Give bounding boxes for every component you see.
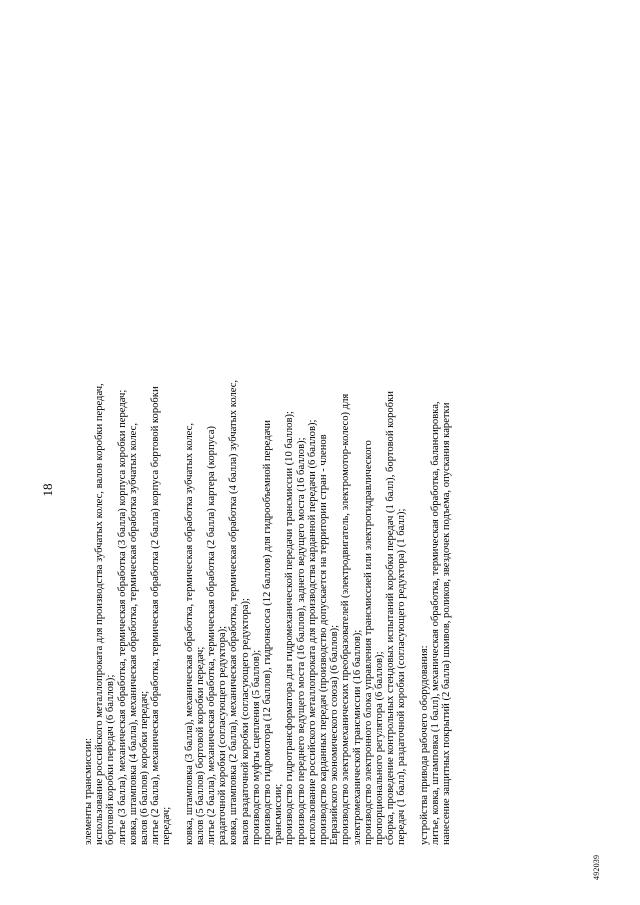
text-line: электромеханической трансмиссии (16 баллов); — [351, 629, 363, 845]
text-line: ковка, штамповка (2 балла), механическая обработка, термическая обработка (4 балла) зубчатых колес, — [228, 379, 240, 845]
text-line: раздаточной коробки (согласующего редуктора); — [217, 625, 229, 845]
text-line: сборка, проведение контрольных стендовых испытаний коробки передач (1 балл), бортовой коробки — [385, 391, 397, 845]
text-line: трансмиссии; — [273, 783, 285, 845]
paragraph-gap — [408, 65, 419, 845]
text-line: производство гидротрансформатора для гидромеханической передачи трансмиссии (10 баллов); — [284, 411, 296, 845]
text-line: литье (2 балла), механическая обработка, термическая обработка (2 балла) корпуса бортовой коробки — [150, 386, 162, 845]
text-line: Евразийского экономического союза) (6 баллов); — [329, 624, 341, 845]
text-line: элементы трансмиссии: — [83, 737, 94, 845]
text-line: передач; — [161, 806, 173, 845]
text-line: производство карданных передач (производство допускается на территории стран - членов — [318, 434, 330, 845]
paragraph-gap — [173, 65, 184, 845]
text-line: ковка, штамповка (4 балла), механическая обработка, термическая обработка зубчатых колес, — [127, 423, 139, 845]
text-line: передач (1 балл), раздаточной коробки (согласующего редуктора) (1 балл); — [396, 508, 408, 845]
text-line: производство гидромотора (12 баллов), гидронасоса (12 баллов) для гидрообъемной передачи — [262, 420, 274, 845]
rotated-content — [40, 40, 600, 880]
text-line: производство переднего ведущего моста (16 баллов), заднего ведущего моста (16 баллов); — [295, 437, 307, 845]
text-line: использование российского металлопроката для производства карданной передачи (6 баллов); — [306, 419, 318, 845]
text-line: валов (6 баллов) коробки передач; — [139, 690, 151, 845]
text-line: валов (5 баллов) бортовой коробки передач; — [194, 646, 206, 845]
text-line: бортовой коробки передач (6 баллов); — [105, 674, 117, 845]
text-line: устройства привода рабочего оборудования: — [418, 645, 430, 845]
text-line: литье (2 балла), механическая обработка, термическая обработка (2 балла) картера (корпуса) — [206, 426, 218, 845]
document-code: 492039 — [592, 854, 601, 880]
page-number: 18 — [40, 483, 55, 497]
text-line: валов раздаточной коробки (согласующего редуктора); — [239, 598, 251, 845]
document-body — [83, 65, 452, 845]
text-line: литье, ковка, штамповка (1 балл), механическая обработка, термическая обработка, балансировка, — [429, 401, 441, 845]
text-line: производство электронного блока управления трансмиссией или электрогидравлического — [362, 440, 374, 845]
text-line: литье (3 балла), механическая обработка, термическая обработка (3 балла) корпуса коробки передач; — [116, 389, 128, 845]
text-line: производство муфты сцепления (5 баллов); — [250, 649, 262, 845]
text-line: использование российского металлопроката для производства зубчатых колес, валов коробки передач, — [94, 383, 106, 845]
text-line: производство электромеханических преобразователей (электродвигатель, электромотор-колесо) для — [340, 393, 352, 845]
text-line: нанесение защитных покрытий (2 балла) шкивов, роликов, звездочек подъема, опускания каретки — [441, 402, 453, 845]
text-line: пропорционального регулятора (6 баллов); — [374, 651, 386, 845]
text-line: ковка, штамповка (3 балла), механическая обработка, термическая обработка зубчатых колес, — [183, 423, 195, 845]
